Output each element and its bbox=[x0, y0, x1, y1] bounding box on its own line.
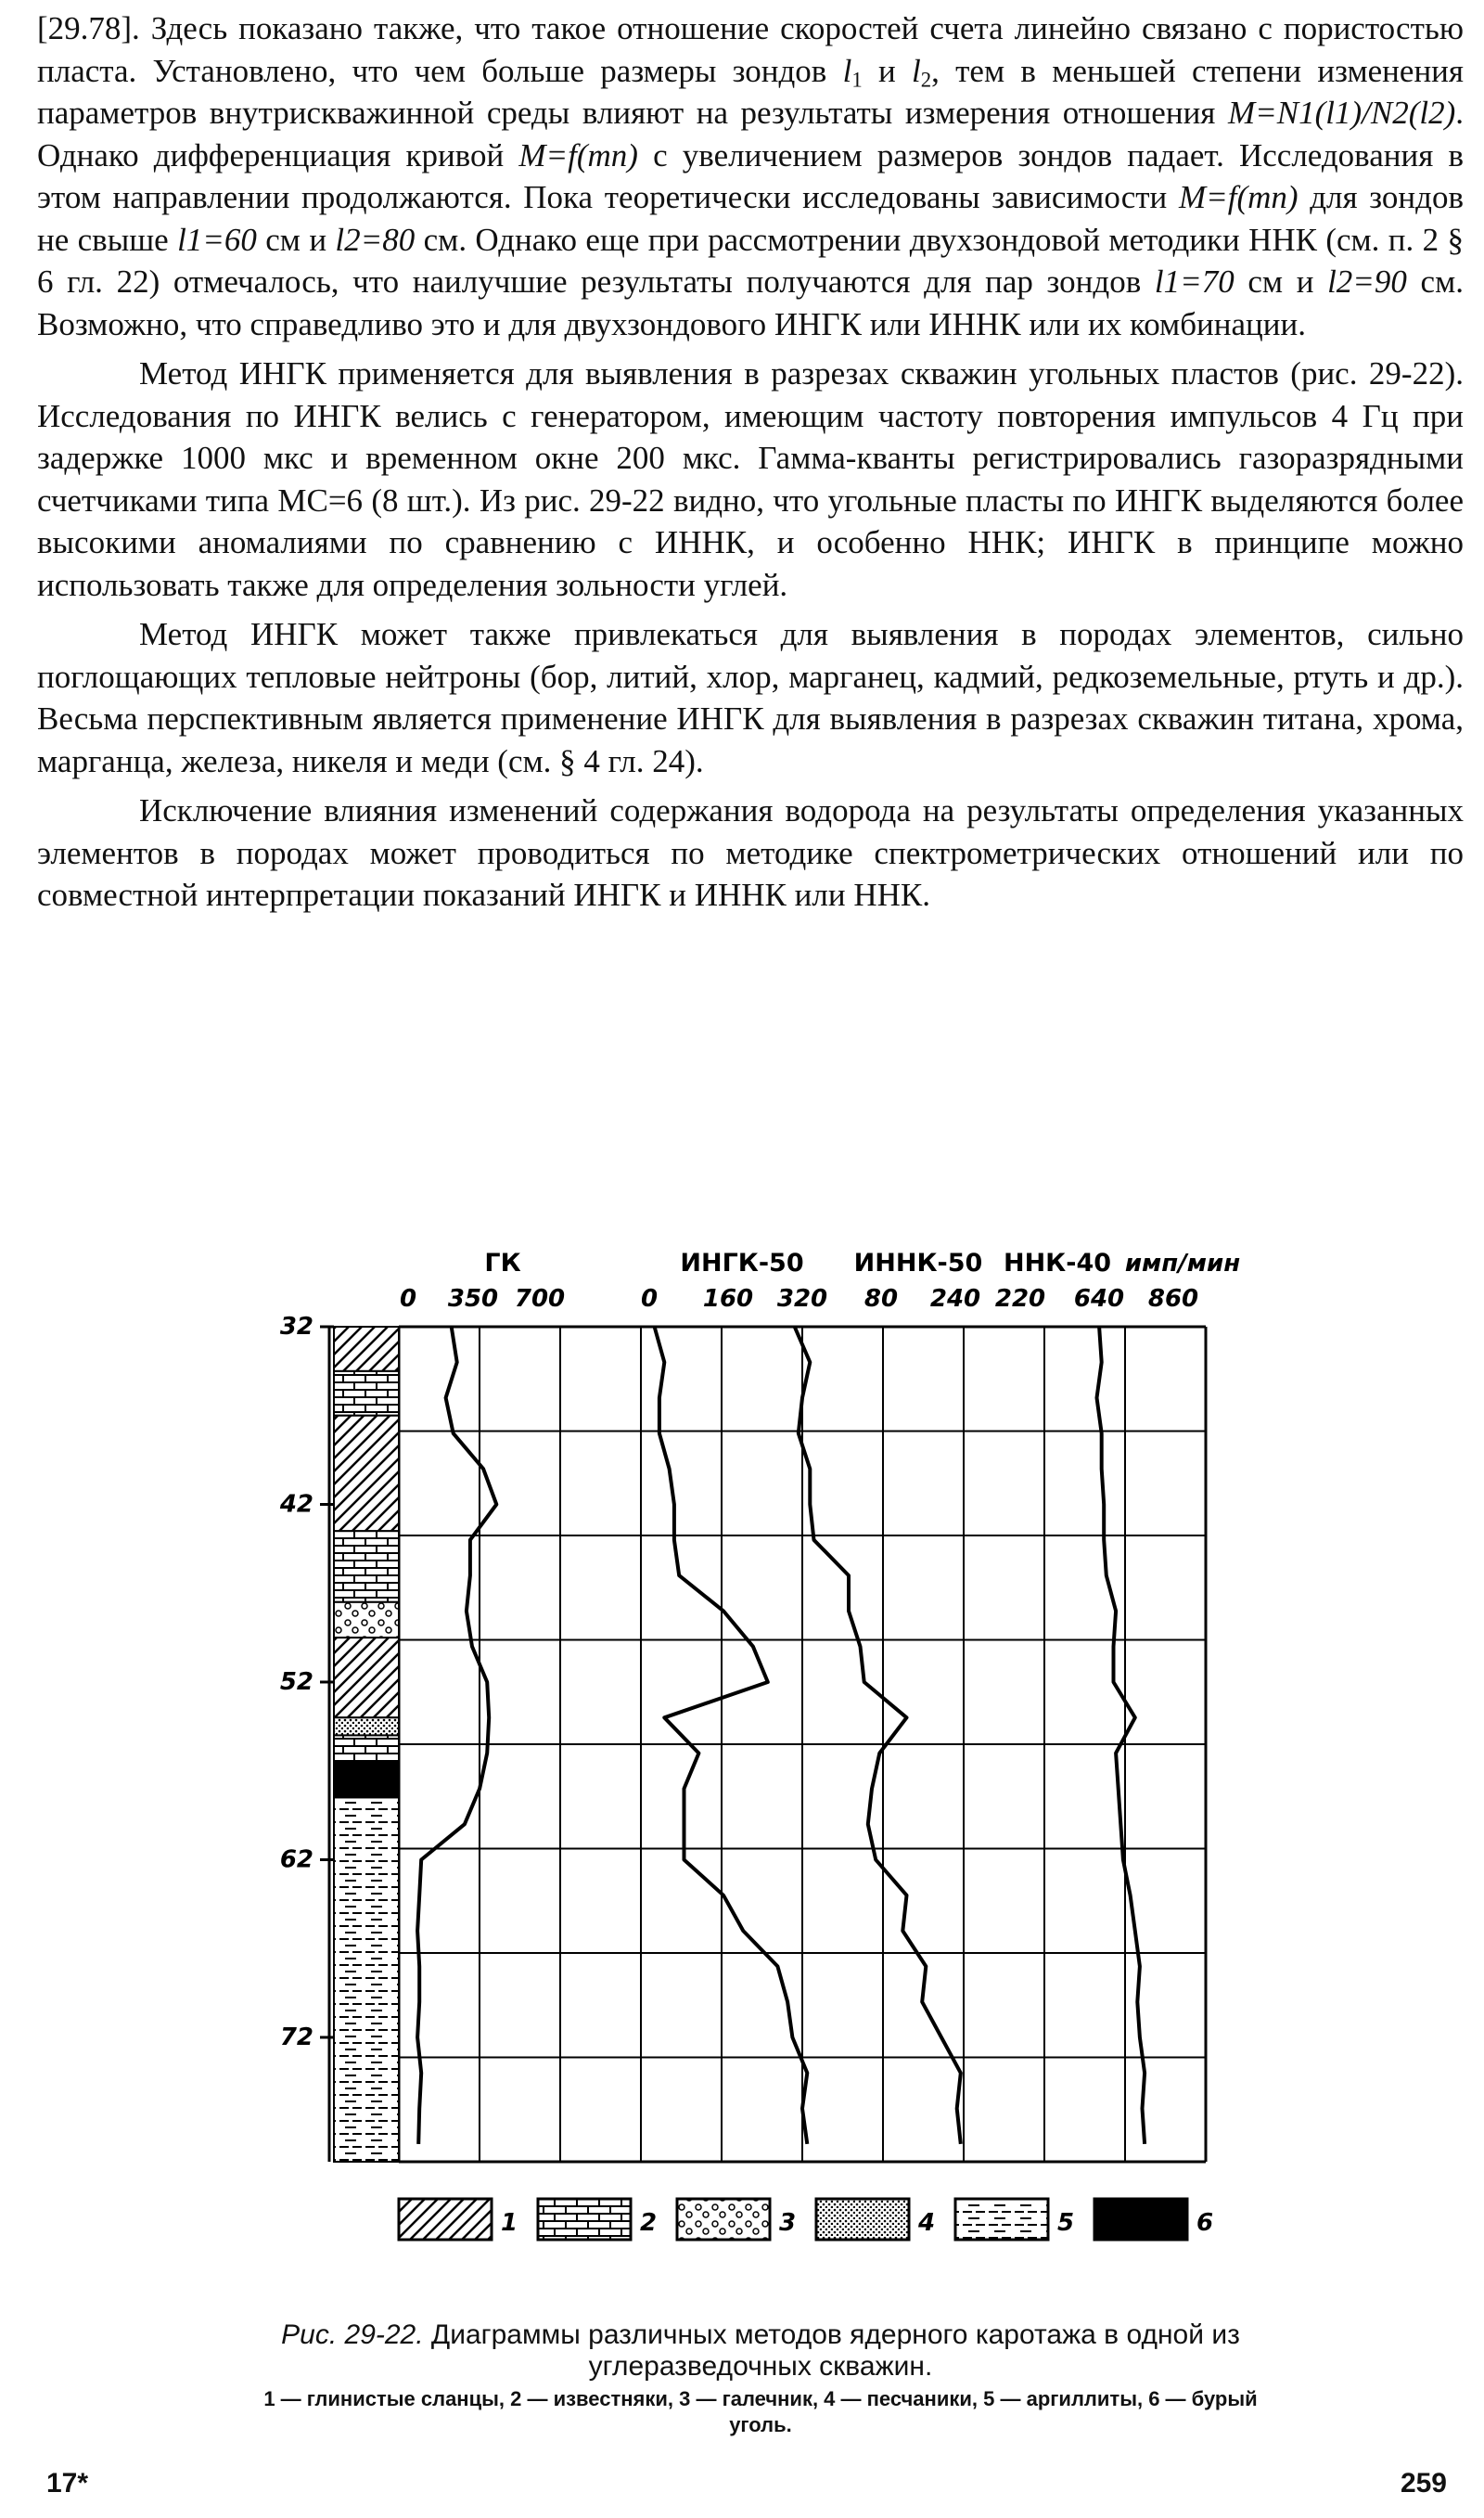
signature-mark: 17* bbox=[46, 2468, 89, 2499]
legend-label: 3 bbox=[779, 2209, 797, 2237]
lithology-layer bbox=[334, 1531, 399, 1602]
lithology-layer bbox=[334, 1327, 399, 1371]
tick-label: 860 bbox=[1147, 1285, 1199, 1313]
lithology-layer bbox=[334, 1735, 399, 1762]
paragraph-1: [29.78]. Здесь показано также, что такое отношение скоростей счета линейно связано с пористостью пласта. Установлено, что чем больше размеры зондов $l_1$ и $l_2$, тем в меньшей степени изменения параметров внутрискважинной среды влияют на результаты измерения отношения M=N1(l1)/N2(l2). Однако дифференциация кривой M=f(mп) с увеличением размеров зондов падает. Исследования в этом направлении продолжаются. Пока теоретически исследованы зависимости M=f(mп) для зондов не свыше l1=60 см и l2=80 см. Однако еще при рассмотрении двухзондовой методики ННК (см. п. 2 § 6 гл. 22) отмечалось, что наилучшие результаты получаются для пар зондов l1=70 см и l2=90 см. Возможно, что справедливо это и для двухзондового ИНГК или ИННК или их комбинации. bbox=[37, 10, 1464, 342]
curve-2 bbox=[655, 1327, 808, 2144]
lithology-layer bbox=[334, 1371, 399, 1416]
tick-label: 220 bbox=[994, 1285, 1046, 1313]
legend-swatch bbox=[816, 2199, 909, 2240]
legend bbox=[399, 2199, 1213, 2240]
legend-label: 2 bbox=[640, 2209, 658, 2237]
depth-label: 52 bbox=[279, 1667, 313, 1696]
legend-swatch bbox=[538, 2199, 631, 2240]
tick-label: 700 bbox=[514, 1285, 566, 1313]
depth-axis bbox=[279, 1313, 334, 2162]
legend-swatch bbox=[677, 2199, 770, 2240]
tick-labels bbox=[400, 1285, 1198, 1313]
depth-label: 42 bbox=[279, 1490, 313, 1519]
grid bbox=[399, 1327, 1206, 2162]
lithology-layer bbox=[334, 1762, 399, 1797]
legend-label: 1 bbox=[501, 2209, 518, 2237]
curves bbox=[417, 1327, 1145, 2144]
tick-label: 350 bbox=[447, 1285, 499, 1313]
figure-legend-text: 1 — глинистые сланцы, 2 — известняки, 3 — галечник, 4 — песчаники, 5 — аргиллиты, 6 — бурый уголь. bbox=[263, 2387, 1258, 2436]
paragraph-3: Метод ИНГК может также привлекаться для выявления в породах элементов, сильно поглощающих тепловые нейтроны (бор, литий, хлор, марганец, кадмий, редкоземельные, ртуть и др.). Весьма перспективным является применение ИНГК для выявления в разрезах скважин титана, хрома, марганца, железа, никеля и меди (см. § 4 гл. 24). bbox=[37, 616, 1464, 779]
depth-label: 72 bbox=[279, 2023, 313, 2051]
body-text bbox=[37, 7, 1464, 917]
legend-label: 6 bbox=[1196, 2209, 1214, 2237]
legend-label: 4 bbox=[918, 2209, 936, 2237]
header-ingk: ИНГК-50 bbox=[680, 1249, 804, 1278]
paragraph-2: Метод ИНГК применяется для выявления в разрезах скважин угольных пластов (рис. 29-22). Исследования по ИНГК велись с генератором, имеющим частоту повторения импульсов 4 Гц при задержке 1000 мкс и временном окне 200 мкс. Гамма-кванты регистрировались газоразрядными счетчиками типа МС=6 (8 шт.). Из рис. 29-22 видно, что угольные пласты по ИНГК выделяются более высокими аномалиями по сравнению с ИННК, и особенно ННК; ИНГК в принципе можно использовать также для определения зольности углей. bbox=[37, 355, 1464, 603]
header-gk: ГК bbox=[484, 1249, 521, 1278]
depth-label: 32 bbox=[279, 1313, 313, 1341]
tick-label: 0 bbox=[399, 1285, 417, 1313]
legend-label: 5 bbox=[1057, 2209, 1075, 2237]
curve-4 bbox=[1097, 1327, 1145, 2144]
legend-swatch bbox=[399, 2199, 492, 2240]
legend-swatch bbox=[1094, 2199, 1187, 2240]
paragraph-4: Исключение влияния изменений содержания водорода на результаты определения указанных элементов в породах может проводиться по методике спектрометрических отношений или по совместной интерпретации показаний ИНГК и ИННК или ННК. bbox=[37, 792, 1464, 913]
depth-label: 62 bbox=[279, 1845, 313, 1874]
lithology-layer bbox=[334, 1797, 399, 2162]
tick-label: 240 bbox=[929, 1285, 981, 1313]
figure-caption: Рис. 29-22. Диаграммы различных методов ядерного каротажа в одной из углеразведочных скважин. bbox=[281, 2319, 1240, 2382]
lithology-layer bbox=[334, 1602, 399, 1638]
tick-label: 80 bbox=[864, 1285, 899, 1313]
lithology-layer bbox=[334, 1416, 399, 1531]
legend-swatch bbox=[955, 2199, 1048, 2240]
tick-label: 320 bbox=[776, 1285, 828, 1313]
tick-label: 0 bbox=[640, 1285, 659, 1313]
lithology-column bbox=[334, 1327, 399, 2162]
log-figure bbox=[260, 1234, 1261, 2310]
tick-label: 640 bbox=[1073, 1285, 1125, 1313]
tick-label: 160 bbox=[702, 1285, 754, 1313]
page-number: 259 bbox=[1400, 2468, 1447, 2499]
lithology-layer bbox=[334, 1717, 399, 1735]
header-nnk: ННК-40 bbox=[1003, 1249, 1112, 1278]
lithology-layer bbox=[334, 1638, 399, 1717]
header-units: имп/мин bbox=[1124, 1250, 1241, 1278]
header-innk: ИННК-50 bbox=[853, 1249, 983, 1278]
curve-3 bbox=[795, 1327, 961, 2144]
curve-1 bbox=[417, 1327, 496, 2144]
